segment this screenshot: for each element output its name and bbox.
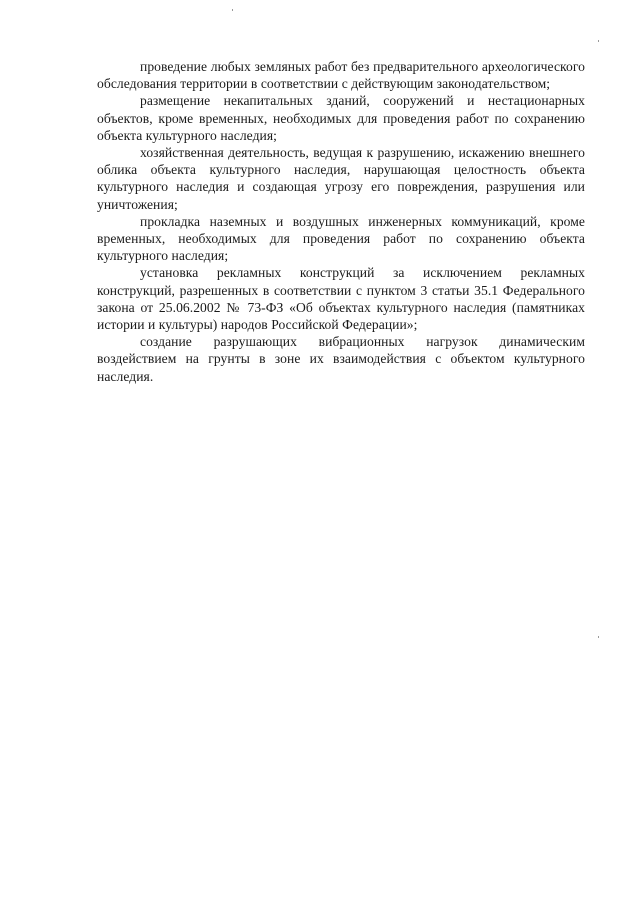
scan-artifact-top <box>232 9 233 11</box>
scan-artifact-right-lower <box>598 636 599 638</box>
paragraph-economic-activity: хозяйственная деятельность, ведущая к разрушению, искажению внешнего облика объекта культурного наследия, нарушающая целостность объекта культурного наследия и создающая угрозу его повреждения, разрушения или уничтожения; <box>97 145 585 212</box>
paragraph-vibration-loads: создание разрушающих вибрационных нагрузок динамическим воздействием на грунты в зоне их взаимодействия с объектом культурного наследия. <box>97 334 585 384</box>
paragraph-earthworks: проведение любых земляных работ без предварительного археологического обследования территории в соответствии с действующим законодательством; <box>97 59 585 92</box>
paragraph-utility-lines: прокладка наземных и воздушных инженерных коммуникаций, кроме временных, необходимых для проведения работ по сохранению объекта культурного наследия; <box>97 213 585 264</box>
scan-artifact-right-upper <box>598 40 599 42</box>
paragraph-advertising: установка рекламных конструкций за исключением рекламных конструкций, разрешенных в соответствии с пунктом 3 статьи 35.1 Федерального закона от 25.06.2002 № 73-ФЗ «Об объектах культурного наследия (памятниках истории и культуры) народов Российской Федерации»; <box>97 265 585 333</box>
paragraph-temporary-structures: размещение некапитальных зданий, сооружений и нестационарных объектов, кроме временных, необходимых для проведения работ по сохранению объекта культурного наследия; <box>97 93 585 143</box>
document-body <box>97 58 585 385</box>
